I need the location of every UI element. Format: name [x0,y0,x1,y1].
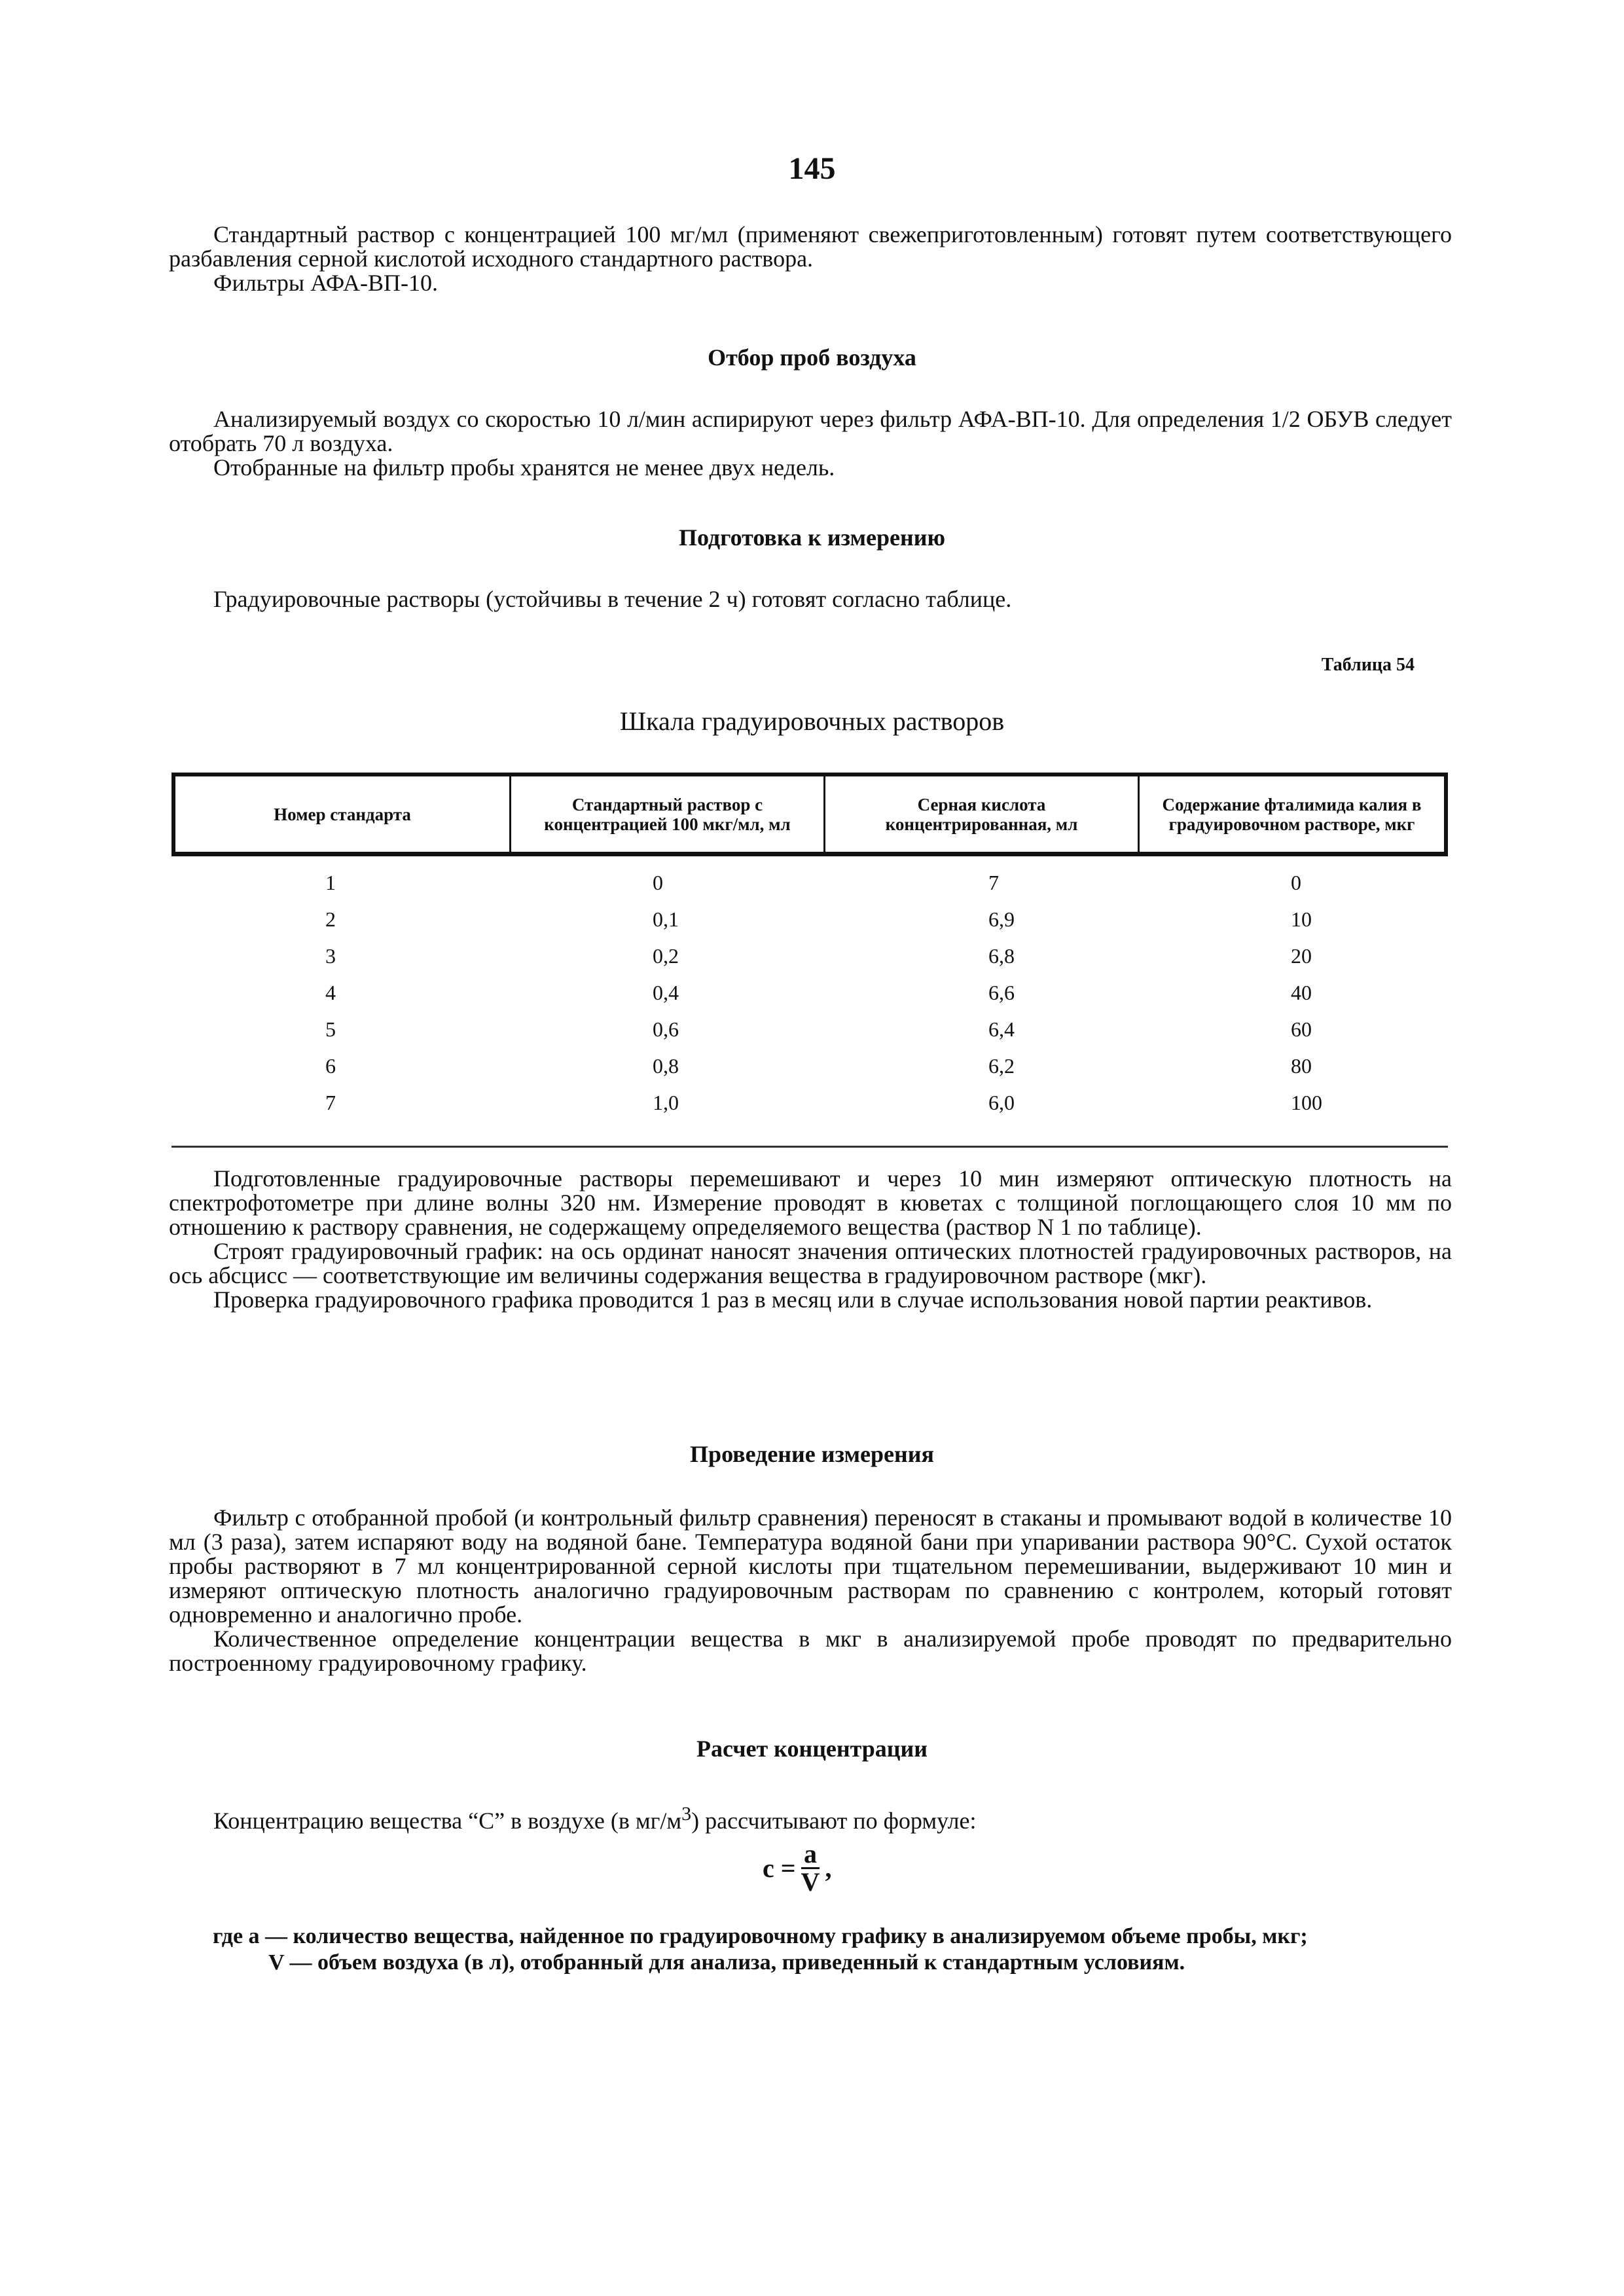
cell-sulfuric-acid: 6,2 [988,1053,1015,1078]
cell-standard-number: 7 [325,1090,336,1114]
measurement-heading: Проведение измерения [690,1441,934,1467]
table-title: Шкала градуировочных растворов [619,706,1005,736]
table-row [171,901,1448,938]
calculation-text: Концентрацию вещества “С” в воздухе (в мг/м [213,1808,682,1834]
cell-standard-solution: 0,6 [653,1017,679,1041]
table-row [171,938,1448,974]
table-row [171,1048,1448,1084]
where-a: где а — количество вещества, найденное по градуировочному графику в анализируемом объеме пробы, мкг; [213,1924,1308,1948]
intro-paragraph: Стандартный раствор с концентрацией 100 мг/мл (применяют свежеприготовленным) готовят путем соответствующего разбавления серной кислотой исходного стандартного раствора. [169,221,1452,272]
cell-standard-solution: 0 [653,870,663,894]
calculation-text-end: ) рассчитывают по формуле: [691,1808,977,1834]
formula-denominator: V [801,1867,820,1897]
cell-content: 40 [1291,980,1312,1004]
cell-standard-solution: 1,0 [653,1090,679,1114]
cell-sulfuric-acid: 6,4 [988,1017,1015,1041]
cell-content: 20 [1291,943,1312,968]
table-row [171,864,1448,901]
table-bottom-rule [171,1146,1448,1148]
storage-paragraph: Отобранные на фильтр пробы хранятся не менее двух недель. [213,454,835,481]
cell-sulfuric-acid: 7 [988,870,999,894]
cell-content: 80 [1291,1053,1312,1078]
cell-standard-number: 4 [325,980,336,1004]
cell-standard-solution: 0,2 [653,943,679,968]
table-row [171,1011,1448,1048]
cell-content: 0 [1291,870,1301,894]
calculation-heading: Расчет концентрации [696,1736,928,1762]
sampling-section [169,407,1452,480]
formula-fraction [801,1841,820,1895]
cell-sulfuric-acid: 6,8 [988,943,1015,968]
calculation-sup: 3 [681,1803,692,1825]
sampling-paragraph: Анализируемый воздух со скоростью 10 л/мин аспирируют через фильтр АФА-ВП-10. Для определения 1/2 ОБУВ следует отобрать 70 л воздуха. [169,406,1452,456]
measurement-section [169,1506,1452,1675]
table-body [171,864,1448,1121]
cell-sulfuric-acid: 6,9 [988,907,1015,931]
cell-standard-number: 3 [325,943,336,968]
measurement-prep-paragraph: Подготовленные градуировочные растворы перемешивают и через 10 мин измеряют оптическую плотность на спектрофотометре при длине волны 320 нм. Измерение проводят в кюветах с толщиной поглощающего слоя 10 мм по отношению к раствору сравнения, не содержащему определяемого вещества (раствор N 1 по таблице). [169,1165,1452,1240]
cell-sulfuric-acid: 6,0 [988,1090,1015,1114]
header-standard-solution: Стандартный раствор с концентрацией 100 мкг/мл, мл [509,776,823,852]
graph-check-paragraph: Проверка градуировочного графика проводится 1 раз в месяц или в случае использования новой партии реактивов. [213,1286,1373,1313]
formula-numerator: а [801,1841,820,1869]
filters-note: Фильтры АФА-ВП-10. [213,270,438,296]
quantification-paragraph: Количественное определение концентрации вещества в мкг в анализируемой пробе проводят по предварительно построенному градуировочному графику. [169,1626,1452,1676]
page-number: 145 [788,151,836,186]
table-row [171,1084,1448,1121]
cell-standard-number: 5 [325,1017,336,1041]
measurement-paragraph: Фильтр с отобранной пробой (и контрольный фильтр сравнения) переносят в стаканы и промывают водой в количестве 10 мл (3 раза), затем испаряют воду на водяной бане. Температура водяной бани при упаривании раствора 90°С. Сухой остаток пробы растворяют в 7 мл концентрированной серной кислоты при тщательном перемешивании, выдерживают 10 мин и измеряют оптическую плотность аналогично градуировочным растворам по сравнению с контролем, который готовят одновременно и аналогично пробе. [169,1504,1452,1628]
cell-standard-solution: 0,1 [653,907,679,931]
cell-content: 60 [1291,1017,1312,1041]
graph-paragraph: Строят градуировочный график: на ось ординат наносят значения оптических плотностей градуировочных растворов, на ось абсцисс — соответствующие им величины содержания вещества в градуировочном растворе (мкг). [169,1238,1452,1288]
table-row [171,974,1448,1011]
intro-section [169,223,1452,295]
table-caption: Таблица 54 [1321,655,1415,675]
cell-content: 10 [1291,907,1312,931]
after-table-section [169,1167,1452,1312]
preparation-section [169,587,1452,611]
cell-standard-number: 6 [325,1053,336,1078]
cell-standard-number: 1 [325,870,336,894]
preparation-paragraph: Градуировочные растворы (устойчивы в течение 2 ч) готовят согласно таблице. [213,586,1012,612]
cell-standard-solution: 0,4 [653,980,679,1004]
header-content: Содержание фталимида калия в градуировочном растворе, мкг [1138,776,1444,852]
table-header [171,773,1448,856]
cell-standard-solution: 0,8 [653,1053,679,1078]
cell-content: 100 [1291,1090,1322,1114]
formula-tail: , [825,1853,832,1883]
cell-standard-number: 2 [325,907,336,931]
header-sulfuric-acid: Серная кислота концентрированная, мл [823,776,1138,852]
preparation-heading: Подготовка к измерению [678,524,946,551]
calculation-section [169,1802,1452,1833]
header-standard-number: Номер стандарта [274,804,411,824]
concentration-formula [763,1841,831,1895]
cell-sulfuric-acid: 6,6 [988,980,1015,1004]
calculation-paragraph [169,1802,1452,1833]
where-v: V — объем воздуха (в л), отобранный для анализа, приведенный к стандартным условиям. [268,1950,1185,1975]
sampling-heading: Отбор проб воздуха [708,344,916,371]
formula-lhs: с = [763,1853,796,1883]
